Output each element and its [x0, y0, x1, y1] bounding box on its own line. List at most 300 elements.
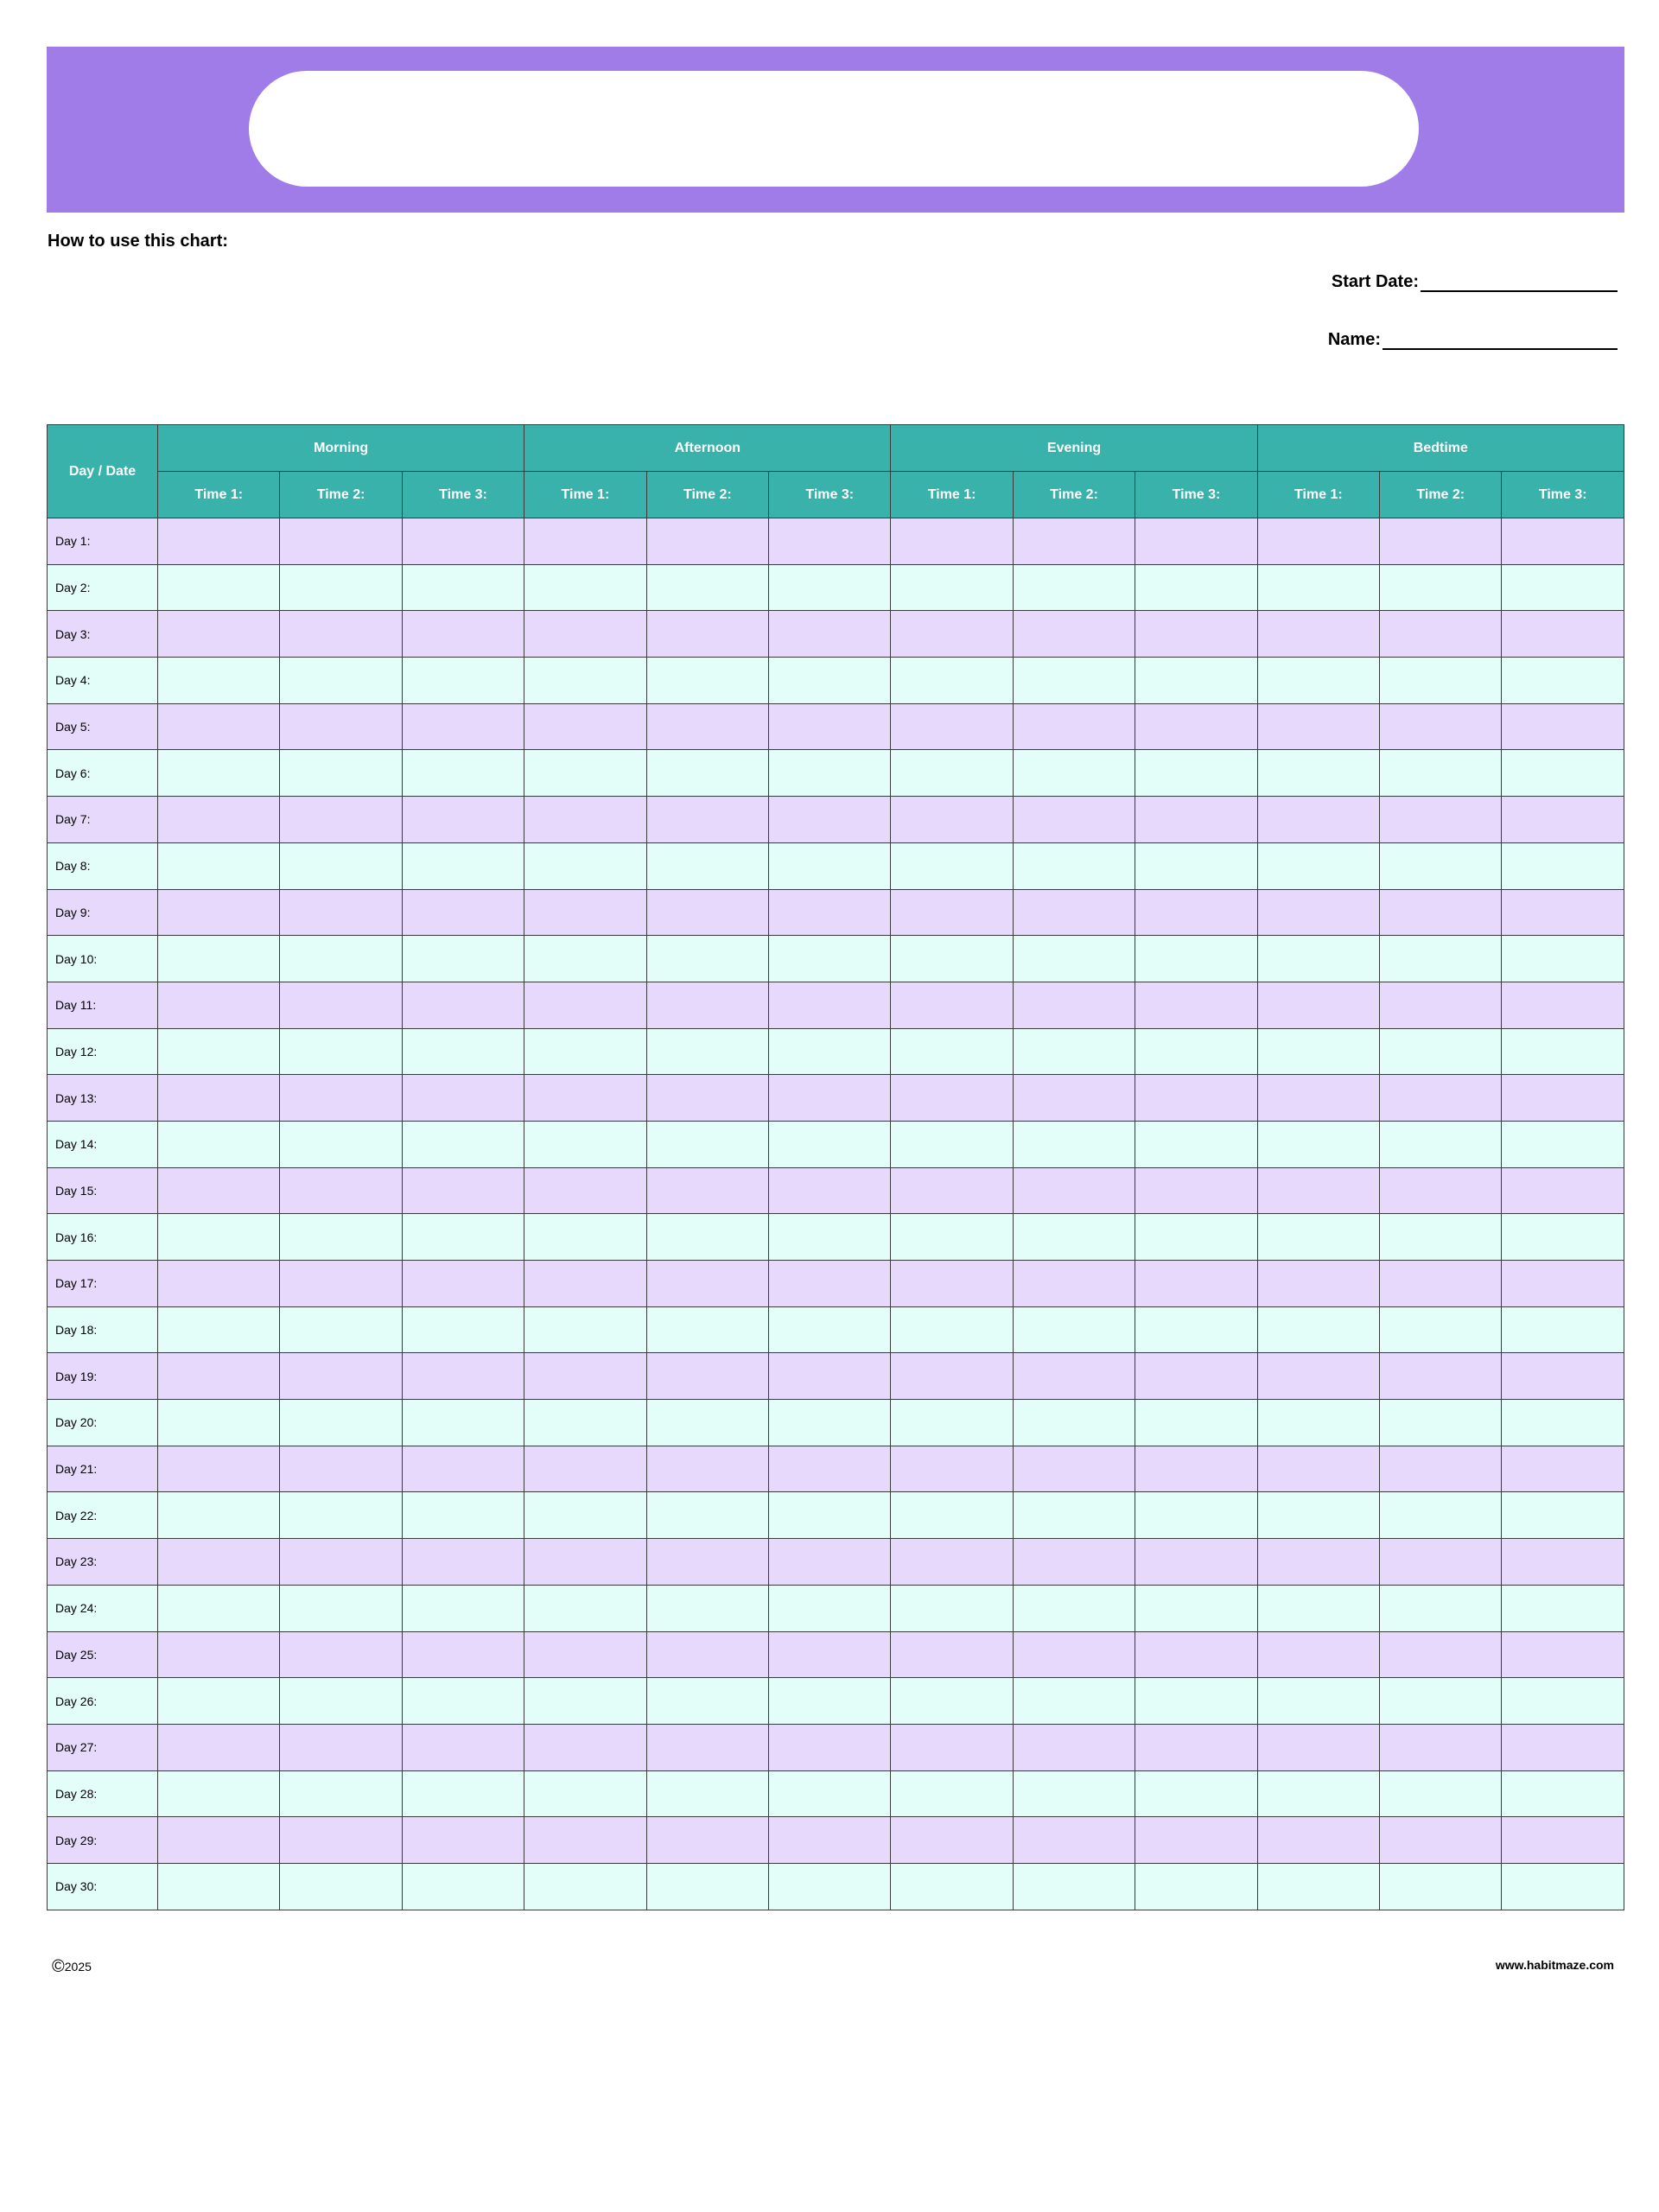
entry-cell[interactable] [1502, 703, 1624, 750]
entry-cell[interactable] [402, 1214, 524, 1261]
entry-cell[interactable] [769, 1167, 891, 1214]
entry-cell[interactable] [891, 1492, 1013, 1539]
entry-cell[interactable] [158, 1446, 280, 1492]
entry-cell[interactable] [280, 1817, 402, 1864]
entry-cell[interactable] [1257, 1585, 1379, 1631]
entry-cell[interactable] [280, 1028, 402, 1075]
entry-cell[interactable] [1380, 1214, 1502, 1261]
entry-cell[interactable] [524, 1353, 646, 1400]
entry-cell[interactable] [1135, 1167, 1257, 1214]
entry-cell[interactable] [1502, 1585, 1624, 1631]
entry-cell[interactable] [402, 1492, 524, 1539]
entry-cell[interactable] [891, 1585, 1013, 1631]
entry-cell[interactable] [402, 1539, 524, 1586]
entry-cell[interactable] [769, 1724, 891, 1770]
entry-cell[interactable] [1257, 1261, 1379, 1307]
entry-cell[interactable] [1380, 1492, 1502, 1539]
entry-cell[interactable] [524, 1631, 646, 1678]
entry-cell[interactable] [1380, 703, 1502, 750]
entry-cell[interactable] [280, 611, 402, 658]
entry-cell[interactable] [891, 1075, 1013, 1122]
entry-cell[interactable] [402, 750, 524, 797]
entry-cell[interactable] [402, 1631, 524, 1678]
entry-cell[interactable] [158, 703, 280, 750]
entry-cell[interactable] [402, 1353, 524, 1400]
entry-cell[interactable] [1380, 1631, 1502, 1678]
entry-cell[interactable] [158, 1585, 280, 1631]
entry-cell[interactable] [1135, 611, 1257, 658]
entry-cell[interactable] [1257, 750, 1379, 797]
entry-cell[interactable] [646, 936, 768, 982]
entry-cell[interactable] [402, 1167, 524, 1214]
name-line[interactable] [1382, 331, 1618, 350]
entry-cell[interactable] [891, 658, 1013, 704]
entry-cell[interactable] [1257, 1863, 1379, 1910]
entry-cell[interactable] [280, 1863, 402, 1910]
entry-cell[interactable] [646, 1770, 768, 1817]
entry-cell[interactable] [1380, 1817, 1502, 1864]
entry-cell[interactable] [1380, 1121, 1502, 1167]
entry-cell[interactable] [1013, 1261, 1135, 1307]
entry-cell[interactable] [280, 658, 402, 704]
entry-cell[interactable] [280, 1631, 402, 1678]
entry-cell[interactable] [646, 1214, 768, 1261]
entry-cell[interactable] [1380, 518, 1502, 565]
entry-cell[interactable] [891, 1306, 1013, 1353]
entry-cell[interactable] [524, 1214, 646, 1261]
entry-cell[interactable] [646, 1353, 768, 1400]
entry-cell[interactable] [524, 564, 646, 611]
entry-cell[interactable] [646, 518, 768, 565]
entry-cell[interactable] [1135, 889, 1257, 936]
entry-cell[interactable] [1257, 611, 1379, 658]
entry-cell[interactable] [158, 1121, 280, 1167]
entry-cell[interactable] [1380, 797, 1502, 843]
entry-cell[interactable] [769, 703, 891, 750]
entry-cell[interactable] [769, 611, 891, 658]
entry-cell[interactable] [769, 1353, 891, 1400]
entry-cell[interactable] [158, 750, 280, 797]
entry-cell[interactable] [280, 1353, 402, 1400]
entry-cell[interactable] [524, 936, 646, 982]
entry-cell[interactable] [769, 1261, 891, 1307]
entry-cell[interactable] [1013, 518, 1135, 565]
entry-cell[interactable] [1502, 982, 1624, 1028]
entry-cell[interactable] [524, 1446, 646, 1492]
entry-cell[interactable] [1502, 1678, 1624, 1725]
entry-cell[interactable] [280, 1167, 402, 1214]
entry-cell[interactable] [1502, 658, 1624, 704]
entry-cell[interactable] [1502, 1492, 1624, 1539]
entry-cell[interactable] [402, 1724, 524, 1770]
entry-cell[interactable] [769, 982, 891, 1028]
entry-cell[interactable] [1013, 1724, 1135, 1770]
entry-cell[interactable] [1135, 1353, 1257, 1400]
entry-cell[interactable] [402, 982, 524, 1028]
entry-cell[interactable] [1135, 1631, 1257, 1678]
entry-cell[interactable] [891, 842, 1013, 889]
entry-cell[interactable] [769, 1863, 891, 1910]
entry-cell[interactable] [524, 750, 646, 797]
entry-cell[interactable] [1013, 1446, 1135, 1492]
entry-cell[interactable] [280, 1539, 402, 1586]
entry-cell[interactable] [891, 1724, 1013, 1770]
entry-cell[interactable] [891, 1167, 1013, 1214]
entry-cell[interactable] [646, 1400, 768, 1446]
entry-cell[interactable] [1502, 1539, 1624, 1586]
entry-cell[interactable] [1135, 1539, 1257, 1586]
entry-cell[interactable] [524, 889, 646, 936]
entry-cell[interactable] [646, 797, 768, 843]
entry-cell[interactable] [1135, 658, 1257, 704]
entry-cell[interactable] [1257, 889, 1379, 936]
entry-cell[interactable] [891, 703, 1013, 750]
entry-cell[interactable] [1502, 1631, 1624, 1678]
entry-cell[interactable] [1013, 1863, 1135, 1910]
entry-cell[interactable] [1257, 1817, 1379, 1864]
entry-cell[interactable] [1135, 1817, 1257, 1864]
entry-cell[interactable] [646, 1028, 768, 1075]
entry-cell[interactable] [402, 1446, 524, 1492]
entry-cell[interactable] [158, 1028, 280, 1075]
entry-cell[interactable] [891, 1770, 1013, 1817]
entry-cell[interactable] [1013, 1817, 1135, 1864]
entry-cell[interactable] [524, 518, 646, 565]
entry-cell[interactable] [1502, 889, 1624, 936]
entry-cell[interactable] [1257, 842, 1379, 889]
entry-cell[interactable] [1380, 1028, 1502, 1075]
entry-cell[interactable] [158, 936, 280, 982]
entry-cell[interactable] [646, 1678, 768, 1725]
entry-cell[interactable] [1135, 1770, 1257, 1817]
entry-cell[interactable] [524, 611, 646, 658]
entry-cell[interactable] [1135, 1214, 1257, 1261]
entry-cell[interactable] [158, 611, 280, 658]
entry-cell[interactable] [1502, 1770, 1624, 1817]
entry-cell[interactable] [1257, 936, 1379, 982]
entry-cell[interactable] [1257, 564, 1379, 611]
entry-cell[interactable] [280, 750, 402, 797]
entry-cell[interactable] [1502, 518, 1624, 565]
entry-cell[interactable] [646, 982, 768, 1028]
entry-cell[interactable] [280, 1492, 402, 1539]
entry-cell[interactable] [280, 982, 402, 1028]
entry-cell[interactable] [1135, 1446, 1257, 1492]
entry-cell[interactable] [1257, 1075, 1379, 1122]
entry-cell[interactable] [1257, 797, 1379, 843]
entry-cell[interactable] [402, 1306, 524, 1353]
entry-cell[interactable] [280, 564, 402, 611]
start-date-line[interactable] [1421, 273, 1618, 292]
entry-cell[interactable] [1257, 1214, 1379, 1261]
entry-cell[interactable] [1380, 658, 1502, 704]
entry-cell[interactable] [1013, 1121, 1135, 1167]
entry-cell[interactable] [402, 1028, 524, 1075]
entry-cell[interactable] [524, 1770, 646, 1817]
entry-cell[interactable] [402, 842, 524, 889]
entry-cell[interactable] [769, 1121, 891, 1167]
entry-cell[interactable] [402, 703, 524, 750]
entry-cell[interactable] [646, 750, 768, 797]
entry-cell[interactable] [402, 1770, 524, 1817]
entry-cell[interactable] [1013, 1214, 1135, 1261]
entry-cell[interactable] [524, 1167, 646, 1214]
entry-cell[interactable] [1380, 1261, 1502, 1307]
entry-cell[interactable] [158, 982, 280, 1028]
entry-cell[interactable] [891, 982, 1013, 1028]
entry-cell[interactable] [1257, 518, 1379, 565]
entry-cell[interactable] [646, 1631, 768, 1678]
entry-cell[interactable] [646, 1261, 768, 1307]
entry-cell[interactable] [1502, 1167, 1624, 1214]
entry-cell[interactable] [646, 564, 768, 611]
entry-cell[interactable] [769, 1817, 891, 1864]
entry-cell[interactable] [891, 1631, 1013, 1678]
entry-cell[interactable] [891, 564, 1013, 611]
entry-cell[interactable] [1013, 1539, 1135, 1586]
entry-cell[interactable] [1135, 1400, 1257, 1446]
entry-cell[interactable] [1502, 1306, 1624, 1353]
entry-cell[interactable] [1013, 936, 1135, 982]
entry-cell[interactable] [1380, 1400, 1502, 1446]
entry-cell[interactable] [524, 1400, 646, 1446]
entry-cell[interactable] [1135, 703, 1257, 750]
entry-cell[interactable] [280, 1770, 402, 1817]
entry-cell[interactable] [769, 1306, 891, 1353]
entry-cell[interactable] [1257, 1353, 1379, 1400]
entry-cell[interactable] [158, 1863, 280, 1910]
entry-cell[interactable] [769, 1075, 891, 1122]
entry-cell[interactable] [524, 797, 646, 843]
entry-cell[interactable] [1135, 750, 1257, 797]
entry-cell[interactable] [1380, 1539, 1502, 1586]
entry-cell[interactable] [402, 1075, 524, 1122]
entry-cell[interactable] [158, 1075, 280, 1122]
entry-cell[interactable] [1013, 1492, 1135, 1539]
entry-cell[interactable] [158, 842, 280, 889]
entry-cell[interactable] [524, 1261, 646, 1307]
entry-cell[interactable] [280, 518, 402, 565]
entry-cell[interactable] [646, 842, 768, 889]
entry-cell[interactable] [1380, 750, 1502, 797]
entry-cell[interactable] [524, 1863, 646, 1910]
entry-cell[interactable] [1013, 1167, 1135, 1214]
entry-cell[interactable] [280, 1678, 402, 1725]
entry-cell[interactable] [1380, 982, 1502, 1028]
entry-cell[interactable] [891, 611, 1013, 658]
entry-cell[interactable] [402, 1585, 524, 1631]
entry-cell[interactable] [280, 797, 402, 843]
entry-cell[interactable] [1135, 564, 1257, 611]
entry-cell[interactable] [769, 936, 891, 982]
entry-cell[interactable] [280, 1400, 402, 1446]
entry-cell[interactable] [1380, 1724, 1502, 1770]
entry-cell[interactable] [280, 889, 402, 936]
entry-cell[interactable] [646, 703, 768, 750]
entry-cell[interactable] [1257, 1770, 1379, 1817]
entry-cell[interactable] [1135, 518, 1257, 565]
entry-cell[interactable] [1013, 750, 1135, 797]
entry-cell[interactable] [1135, 1863, 1257, 1910]
entry-cell[interactable] [158, 1400, 280, 1446]
entry-cell[interactable] [1013, 564, 1135, 611]
entry-cell[interactable] [646, 1446, 768, 1492]
entry-cell[interactable] [1013, 1585, 1135, 1631]
entry-cell[interactable] [1380, 936, 1502, 982]
entry-cell[interactable] [402, 936, 524, 982]
entry-cell[interactable] [402, 611, 524, 658]
entry-cell[interactable] [646, 1585, 768, 1631]
entry-cell[interactable] [402, 1863, 524, 1910]
entry-cell[interactable] [646, 1306, 768, 1353]
entry-cell[interactable] [1380, 1353, 1502, 1400]
entry-cell[interactable] [1013, 658, 1135, 704]
entry-cell[interactable] [1380, 842, 1502, 889]
entry-cell[interactable] [524, 1817, 646, 1864]
entry-cell[interactable] [402, 1678, 524, 1725]
entry-cell[interactable] [1502, 1214, 1624, 1261]
entry-cell[interactable] [158, 1492, 280, 1539]
entry-cell[interactable] [769, 750, 891, 797]
entry-cell[interactable] [891, 1261, 1013, 1307]
entry-cell[interactable] [280, 1446, 402, 1492]
entry-cell[interactable] [402, 1261, 524, 1307]
entry-cell[interactable] [891, 1353, 1013, 1400]
entry-cell[interactable] [402, 518, 524, 565]
entry-cell[interactable] [1502, 564, 1624, 611]
entry-cell[interactable] [1380, 564, 1502, 611]
entry-cell[interactable] [646, 1121, 768, 1167]
entry-cell[interactable] [158, 658, 280, 704]
start-date-field[interactable] [1332, 272, 1618, 292]
entry-cell[interactable] [891, 1214, 1013, 1261]
entry-cell[interactable] [280, 1121, 402, 1167]
entry-cell[interactable] [158, 1167, 280, 1214]
entry-cell[interactable] [524, 842, 646, 889]
entry-cell[interactable] [769, 889, 891, 936]
title-box[interactable] [249, 71, 1419, 187]
entry-cell[interactable] [891, 1539, 1013, 1586]
entry-cell[interactable] [1502, 842, 1624, 889]
entry-cell[interactable] [769, 1631, 891, 1678]
entry-cell[interactable] [891, 518, 1013, 565]
entry-cell[interactable] [1257, 1724, 1379, 1770]
entry-cell[interactable] [158, 1631, 280, 1678]
entry-cell[interactable] [1257, 1306, 1379, 1353]
entry-cell[interactable] [646, 1863, 768, 1910]
entry-cell[interactable] [280, 1306, 402, 1353]
entry-cell[interactable] [646, 1539, 768, 1586]
entry-cell[interactable] [891, 1121, 1013, 1167]
entry-cell[interactable] [1380, 1167, 1502, 1214]
entry-cell[interactable] [402, 889, 524, 936]
entry-cell[interactable] [769, 1678, 891, 1725]
entry-cell[interactable] [402, 1817, 524, 1864]
entry-cell[interactable] [158, 1678, 280, 1725]
entry-cell[interactable] [402, 658, 524, 704]
entry-cell[interactable] [158, 564, 280, 611]
entry-cell[interactable] [524, 1678, 646, 1725]
entry-cell[interactable] [1502, 1121, 1624, 1167]
entry-cell[interactable] [769, 1492, 891, 1539]
entry-cell[interactable] [1257, 1167, 1379, 1214]
entry-cell[interactable] [891, 889, 1013, 936]
entry-cell[interactable] [524, 1028, 646, 1075]
entry-cell[interactable] [646, 611, 768, 658]
entry-cell[interactable] [1013, 982, 1135, 1028]
entry-cell[interactable] [158, 1539, 280, 1586]
entry-cell[interactable] [524, 1492, 646, 1539]
entry-cell[interactable] [1135, 1306, 1257, 1353]
entry-cell[interactable] [1135, 1585, 1257, 1631]
entry-cell[interactable] [158, 1817, 280, 1864]
entry-cell[interactable] [891, 936, 1013, 982]
entry-cell[interactable] [769, 564, 891, 611]
entry-cell[interactable] [1135, 1075, 1257, 1122]
entry-cell[interactable] [1135, 797, 1257, 843]
entry-cell[interactable] [1135, 1492, 1257, 1539]
entry-cell[interactable] [1013, 1028, 1135, 1075]
entry-cell[interactable] [524, 982, 646, 1028]
entry-cell[interactable] [1502, 1817, 1624, 1864]
entry-cell[interactable] [891, 1400, 1013, 1446]
entry-cell[interactable] [1135, 1724, 1257, 1770]
entry-cell[interactable] [1257, 703, 1379, 750]
entry-cell[interactable] [646, 1492, 768, 1539]
entry-cell[interactable] [891, 797, 1013, 843]
entry-cell[interactable] [1135, 982, 1257, 1028]
entry-cell[interactable] [1380, 1863, 1502, 1910]
entry-cell[interactable] [1502, 1863, 1624, 1910]
entry-cell[interactable] [1380, 1770, 1502, 1817]
entry-cell[interactable] [891, 1817, 1013, 1864]
entry-cell[interactable] [1257, 982, 1379, 1028]
entry-cell[interactable] [1502, 797, 1624, 843]
entry-cell[interactable] [524, 703, 646, 750]
entry-cell[interactable] [1013, 611, 1135, 658]
entry-cell[interactable] [1135, 1028, 1257, 1075]
entry-cell[interactable] [646, 658, 768, 704]
entry-cell[interactable] [1013, 1770, 1135, 1817]
entry-cell[interactable] [1502, 1028, 1624, 1075]
entry-cell[interactable] [1380, 1446, 1502, 1492]
entry-cell[interactable] [280, 1585, 402, 1631]
entry-cell[interactable] [891, 1446, 1013, 1492]
entry-cell[interactable] [1257, 1446, 1379, 1492]
entry-cell[interactable] [158, 797, 280, 843]
entry-cell[interactable] [1013, 1075, 1135, 1122]
entry-cell[interactable] [1380, 1075, 1502, 1122]
entry-cell[interactable] [280, 936, 402, 982]
entry-cell[interactable] [1502, 1353, 1624, 1400]
entry-cell[interactable] [1257, 1400, 1379, 1446]
entry-cell[interactable] [524, 1724, 646, 1770]
entry-cell[interactable] [1013, 1353, 1135, 1400]
entry-cell[interactable] [1380, 1678, 1502, 1725]
entry-cell[interactable] [280, 1214, 402, 1261]
entry-cell[interactable] [1257, 1678, 1379, 1725]
entry-cell[interactable] [1013, 889, 1135, 936]
entry-cell[interactable] [1380, 1585, 1502, 1631]
entry-cell[interactable] [891, 1028, 1013, 1075]
entry-cell[interactable] [524, 1306, 646, 1353]
entry-cell[interactable] [1502, 1075, 1624, 1122]
entry-cell[interactable] [1135, 1261, 1257, 1307]
entry-cell[interactable] [1135, 936, 1257, 982]
entry-cell[interactable] [158, 518, 280, 565]
entry-cell[interactable] [280, 1075, 402, 1122]
entry-cell[interactable] [891, 1863, 1013, 1910]
